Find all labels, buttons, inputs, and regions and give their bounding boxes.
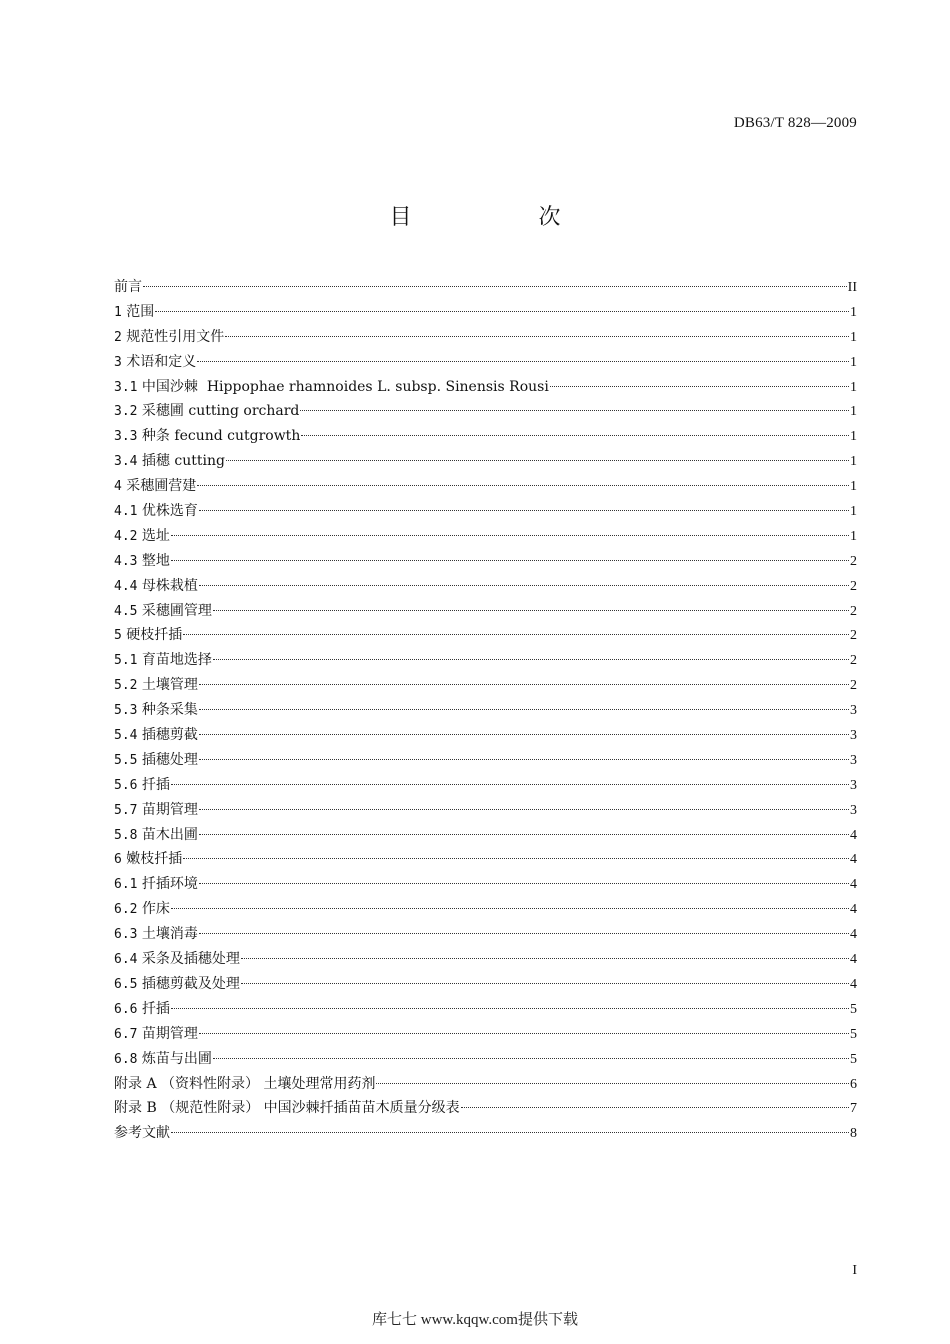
- toc-entry-number: 5.7: [114, 802, 138, 818]
- toc-entry-text: 种条 fecund cutgrowth: [137, 428, 301, 445]
- dot-leader: [300, 410, 849, 411]
- table-of-contents: [114, 277, 857, 1148]
- toc-entry[interactable]: [114, 825, 857, 850]
- toc-entry-number: 3.1: [114, 379, 138, 395]
- toc-entry[interactable]: [114, 476, 857, 501]
- toc-entry-label: [114, 775, 170, 796]
- toc-entry[interactable]: [114, 277, 857, 302]
- toc-entry-text: 术语和定义: [121, 353, 197, 370]
- document-code: DB63/T 828—2009: [733, 115, 857, 131]
- dot-leader: [171, 1008, 849, 1009]
- toc-entry-text: 范围: [121, 303, 155, 320]
- toc-entry[interactable]: [114, 625, 857, 650]
- toc-entry[interactable]: [114, 899, 857, 924]
- dot-leader: [241, 958, 849, 959]
- toc-entry-page: 4: [850, 852, 857, 868]
- toc-entry[interactable]: [114, 949, 857, 974]
- toc-entry-text: 前言: [114, 279, 142, 295]
- dot-leader: [171, 908, 849, 909]
- dot-leader: [199, 1033, 849, 1034]
- dot-leader: [225, 336, 849, 337]
- toc-entry-page: 1: [850, 329, 857, 345]
- toc-entry[interactable]: [114, 874, 857, 899]
- toc-entry-number: 6.1: [114, 877, 138, 893]
- toc-entry-label: [114, 700, 198, 721]
- toc-entry-number: 3.2: [114, 404, 138, 420]
- toc-entry-text: 插穗 cutting: [137, 453, 225, 470]
- toc-entry-label: [114, 924, 198, 945]
- toc-entry-label: [114, 1098, 460, 1118]
- source-note: 库七七 www.kqqw.com提供下载: [372, 1312, 578, 1328]
- toc-entry-number: 6.7: [114, 1026, 138, 1042]
- dot-leader: [143, 286, 847, 287]
- toc-entry-text: 苗期管理: [137, 801, 198, 818]
- toc-entry-text: 插穗处理: [137, 751, 198, 768]
- toc-entry-page: 1: [850, 304, 857, 320]
- dot-leader: [171, 1132, 849, 1133]
- toc-entry[interactable]: [114, 775, 857, 800]
- toc-entry-number: 6: [114, 852, 122, 868]
- dot-leader: [199, 809, 849, 810]
- toc-entry-text: 作床: [137, 901, 170, 918]
- toc-entry-text: 中国沙棘 Hippophae rhamnoides L. subsp. Sinensis Rousi: [137, 378, 549, 395]
- toc-entry-label: [114, 551, 170, 572]
- toc-entry-page: 2: [850, 578, 857, 594]
- toc-entry[interactable]: [114, 800, 857, 825]
- toc-entry-number: 5.6: [114, 777, 138, 793]
- toc-entry-page: 2: [850, 678, 857, 694]
- toc-entry-label: [114, 576, 198, 597]
- toc-entry-number: 3.3: [114, 429, 138, 445]
- dot-leader: [199, 933, 849, 934]
- toc-entry-page: 4: [850, 902, 857, 918]
- toc-entry[interactable]: [114, 1024, 857, 1049]
- toc-entry-page: 2: [850, 603, 857, 619]
- toc-entry-page: 2: [850, 653, 857, 669]
- toc-entry-label: [114, 800, 198, 821]
- toc-entry[interactable]: [114, 924, 857, 949]
- dot-leader: [301, 435, 849, 436]
- toc-entry-number: 5.2: [114, 678, 138, 694]
- toc-entry-text: 土壤消毒: [137, 926, 198, 943]
- toc-entry-label: [114, 476, 196, 497]
- toc-entry-label: [114, 849, 182, 870]
- toc-entry-text: 插穗剪截: [137, 727, 198, 744]
- toc-entry-page: 4: [850, 976, 857, 992]
- toc-entry-label: [114, 949, 240, 970]
- toc-entry-page: 4: [850, 827, 857, 843]
- toc-entry[interactable]: [114, 849, 857, 874]
- toc-entry-page: 5: [850, 1001, 857, 1017]
- dot-leader: [213, 1058, 849, 1059]
- toc-entry-label: [114, 327, 224, 348]
- toc-entry-number: 5.8: [114, 827, 138, 843]
- toc-entry-label: [114, 1024, 198, 1045]
- toc-entry-text: 选址: [137, 527, 170, 544]
- toc-entry-label: [114, 825, 198, 846]
- toc-entry-number: 5.3: [114, 703, 138, 719]
- toc-entry-text: 炼苗与出圃: [137, 1050, 212, 1067]
- dot-leader: [199, 834, 849, 835]
- dot-leader: [199, 585, 849, 586]
- toc-entry-number: 4.5: [114, 603, 138, 619]
- toc-entry[interactable]: [114, 327, 857, 352]
- dot-leader: [241, 983, 849, 984]
- toc-entry-page: 3: [850, 752, 857, 768]
- toc-entry-label: [114, 675, 198, 696]
- toc-entry-text: 附录 B （规范性附录） 中国沙棘扦插苗苗木质量分级表: [114, 1100, 460, 1117]
- toc-entry-text: 规范性引用文件: [121, 328, 225, 345]
- toc-entry-label: [114, 401, 299, 422]
- toc-entry-text: 育苗地选择: [137, 652, 212, 669]
- toc-entry-page: 2: [850, 628, 857, 644]
- toc-entry[interactable]: [114, 1049, 857, 1074]
- toc-entry-number: 5: [114, 628, 122, 644]
- toc-entry-number: 4.3: [114, 553, 138, 569]
- toc-entry-label: [114, 650, 212, 671]
- toc-entry-page: 4: [850, 877, 857, 893]
- toc-entry-number: 6.8: [114, 1051, 138, 1067]
- dot-leader: [199, 510, 849, 511]
- toc-entry-label: [114, 999, 170, 1020]
- dot-leader: [171, 560, 849, 561]
- toc-entry[interactable]: [114, 1123, 857, 1148]
- toc-entry[interactable]: [114, 401, 857, 426]
- toc-entry-page: 1: [850, 379, 857, 395]
- dot-leader: [183, 634, 849, 635]
- toc-entry-label: [114, 750, 198, 771]
- dot-leader: [226, 460, 849, 461]
- toc-entry-page: 1: [850, 479, 857, 495]
- toc-entry-text: 整地: [137, 552, 170, 569]
- toc-entry[interactable]: [114, 675, 857, 700]
- toc-entry-page: 3: [850, 703, 857, 719]
- toc-entry-label: [114, 451, 225, 472]
- toc-entry-label: [114, 352, 196, 373]
- toc-entry-number: 5.4: [114, 728, 138, 744]
- toc-entry-text: 硬枝扦插: [121, 627, 183, 644]
- toc-entry-number: 4.2: [114, 528, 138, 544]
- toc-entry-page: II: [847, 280, 857, 295]
- toc-entry-label: [114, 1049, 212, 1070]
- toc-entry[interactable]: [114, 1074, 857, 1099]
- toc-entry-page: 6: [850, 1076, 857, 1092]
- toc-entry-page: 1: [850, 528, 857, 544]
- toc-entry-label: [114, 1123, 170, 1143]
- dot-leader: [550, 386, 849, 387]
- toc-entry-text: 土壤管理: [137, 677, 198, 694]
- toc-entry-text: 扦插: [137, 776, 170, 793]
- toc-entry[interactable]: [114, 302, 857, 327]
- dot-leader: [155, 311, 849, 312]
- toc-entry-text: 扦插环境: [137, 876, 198, 893]
- toc-entry-text: 优株选育: [137, 503, 198, 520]
- toc-entry-label: [114, 277, 142, 297]
- toc-entry-page: 1: [850, 504, 857, 520]
- toc-entry[interactable]: [114, 601, 857, 626]
- toc-entry-text: 插穗剪截及处理: [137, 975, 240, 992]
- toc-entry[interactable]: [114, 501, 857, 526]
- toc-entry-label: [114, 302, 154, 323]
- toc-entry[interactable]: [114, 750, 857, 775]
- dot-leader: [199, 759, 849, 760]
- toc-entry[interactable]: [114, 576, 857, 601]
- dot-leader: [376, 1083, 849, 1084]
- toc-entry-text: 苗期管理: [137, 1025, 198, 1042]
- toc-entry[interactable]: [114, 700, 857, 725]
- toc-entry-page: 2: [850, 553, 857, 569]
- toc-entry-page: 8: [850, 1126, 857, 1142]
- toc-entry-page: 4: [850, 927, 857, 943]
- dot-leader: [171, 535, 849, 536]
- toc-entry[interactable]: [114, 1098, 857, 1123]
- toc-entry-page: 1: [850, 404, 857, 420]
- toc-entry-page: 5: [850, 1026, 857, 1042]
- toc-entry-text: 采穗圃 cutting orchard: [137, 403, 300, 420]
- toc-entry-label: [114, 974, 240, 995]
- toc-entry[interactable]: [114, 377, 857, 402]
- toc-entry[interactable]: [114, 999, 857, 1024]
- toc-entry-number: 4.1: [114, 504, 138, 520]
- toc-entry-page: 3: [850, 728, 857, 744]
- toc-entry-number: 5.5: [114, 752, 138, 768]
- toc-entry-label: [114, 725, 198, 746]
- toc-entry-label: [114, 1074, 375, 1094]
- toc-entry-page: 3: [850, 802, 857, 818]
- toc-entry-number: 6.2: [114, 902, 138, 918]
- toc-entry-label: [114, 426, 300, 447]
- toc-entry-number: 4: [114, 479, 122, 495]
- toc-entry-number: 6.4: [114, 952, 138, 968]
- toc-entry-page: 1: [850, 354, 857, 370]
- toc-entry[interactable]: [114, 526, 857, 551]
- toc-entry[interactable]: [114, 426, 857, 451]
- toc-entry[interactable]: [114, 551, 857, 576]
- dot-leader: [199, 709, 849, 710]
- dot-leader: [197, 361, 849, 362]
- toc-entry[interactable]: [114, 650, 857, 675]
- dot-leader: [213, 659, 849, 660]
- toc-entry-number: 6.6: [114, 1001, 138, 1017]
- dot-leader: [183, 858, 849, 859]
- toc-entry[interactable]: [114, 725, 857, 750]
- page-title: 目 次: [389, 205, 621, 230]
- toc-entry-page: 1: [850, 429, 857, 445]
- dot-leader: [461, 1107, 849, 1108]
- toc-entry-page: 7: [850, 1101, 857, 1117]
- toc-entry-number: 5.1: [114, 653, 138, 669]
- toc-entry-number: 3: [114, 354, 122, 370]
- toc-entry-label: [114, 501, 198, 522]
- toc-entry-number: 3.4: [114, 454, 138, 470]
- toc-entry-text: 嫩枝扦插: [121, 851, 183, 868]
- toc-entry-text: 参考文献: [114, 1125, 170, 1142]
- toc-entry[interactable]: [114, 451, 857, 476]
- page-number: I: [852, 1263, 857, 1278]
- toc-entry-number: 6.5: [114, 976, 138, 992]
- dot-leader: [171, 784, 849, 785]
- toc-entry-label: [114, 601, 212, 622]
- toc-entry-number: 4.4: [114, 578, 138, 594]
- dot-leader: [199, 684, 849, 685]
- toc-entry-text: 附录 A （资料性附录） 土壤处理常用药剂: [114, 1075, 376, 1092]
- toc-entry-text: 母株栽植: [137, 577, 198, 594]
- toc-entry-text: 种条采集: [137, 702, 198, 719]
- dot-leader: [199, 883, 849, 884]
- toc-entry-label: [114, 526, 170, 547]
- toc-entry-label: [114, 874, 198, 895]
- toc-entry[interactable]: [114, 352, 857, 377]
- toc-entry-page: 4: [850, 952, 857, 968]
- toc-entry-page: 5: [850, 1051, 857, 1067]
- toc-entry-page: 3: [850, 777, 857, 793]
- toc-entry-number: 6.3: [114, 927, 138, 943]
- toc-entry-text: 扦插: [137, 1000, 170, 1017]
- dot-leader: [199, 734, 849, 735]
- toc-entry-number: 1: [114, 304, 122, 320]
- toc-entry-text: 采条及插穗处理: [137, 951, 240, 968]
- dot-leader: [213, 610, 849, 611]
- toc-entry-label: [114, 625, 182, 646]
- toc-entry-page: 1: [850, 454, 857, 470]
- toc-entry-text: 苗木出圃: [137, 826, 198, 843]
- toc-entry-text: 采穗圃营建: [121, 478, 197, 495]
- toc-entry-number: 2: [114, 329, 122, 345]
- toc-entry-label: [114, 899, 170, 920]
- toc-entry-text: 采穗圃管理: [137, 602, 212, 619]
- toc-entry-label: [114, 377, 549, 398]
- dot-leader: [197, 485, 849, 486]
- toc-entry[interactable]: [114, 974, 857, 999]
